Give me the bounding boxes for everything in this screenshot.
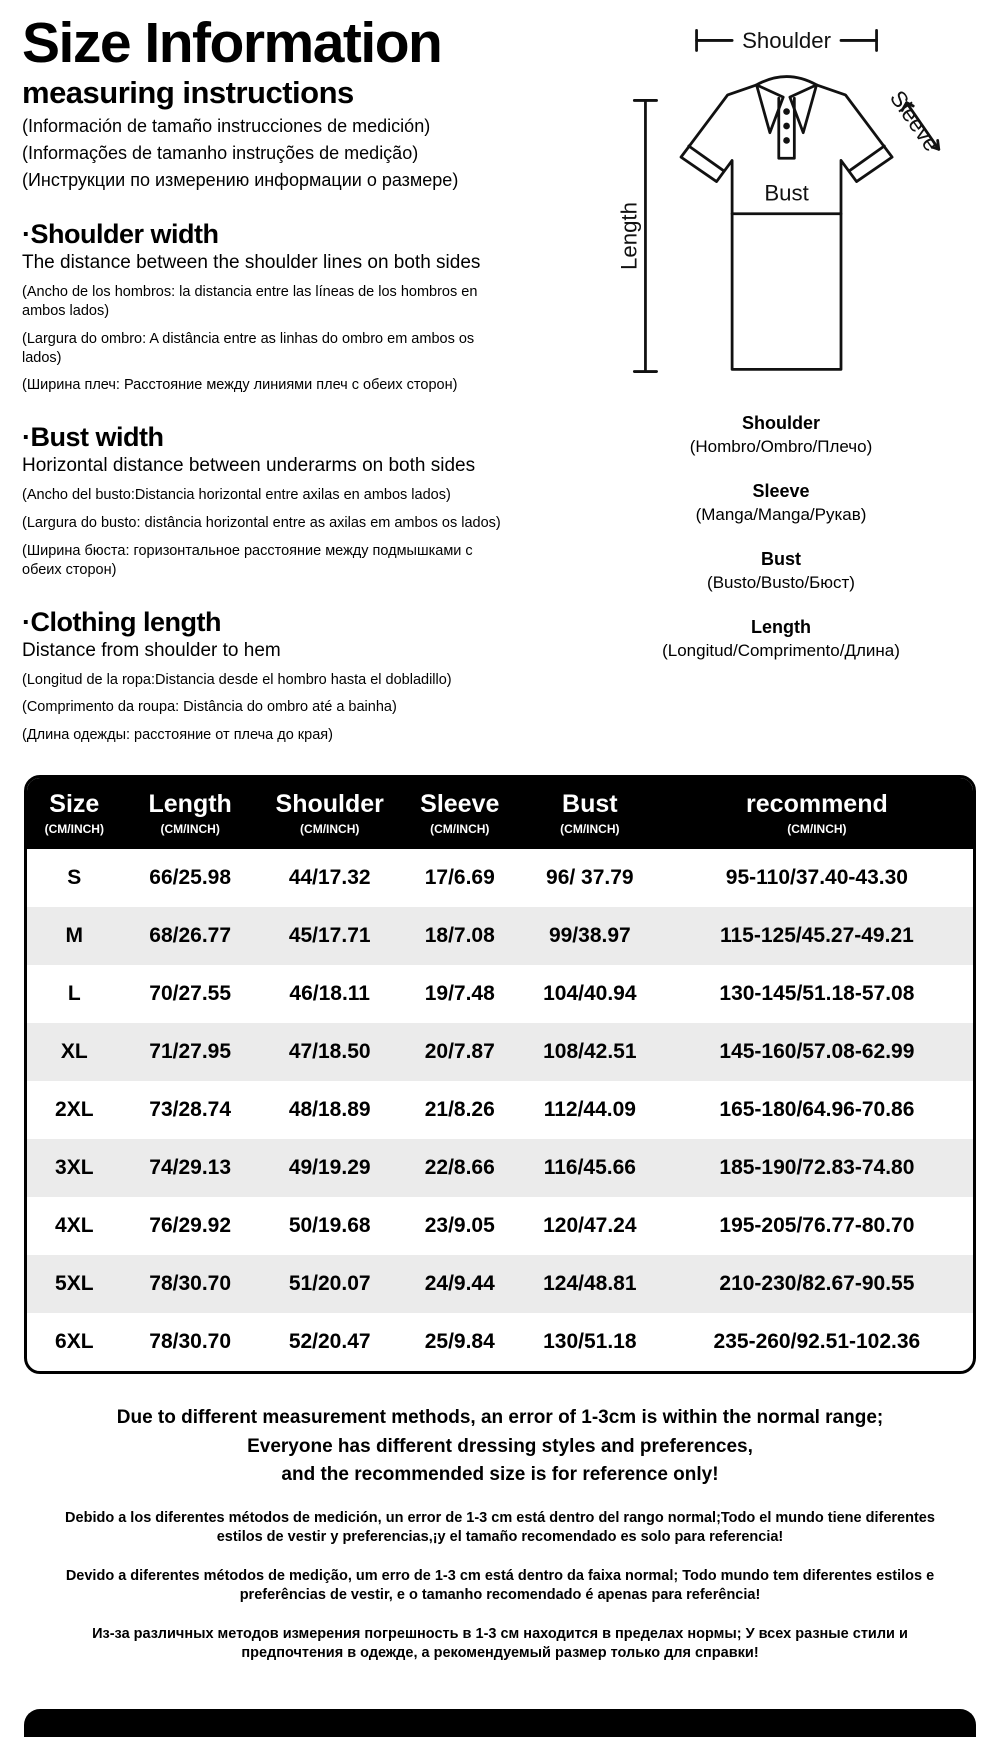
section-title: ·Bust width <box>22 422 164 453</box>
table-row <box>27 907 973 965</box>
section-description: The distance between the shoulder lines on both sides <box>22 251 481 273</box>
measurement-note-spanish: Debido a los diferentes métodos de medición, un error de 1-3 cm está dentro del rango normal;Todo el mundo tiene diferentes estilos de vestir y preferencias,¡y el tamaño recomendado es solo para referencia! <box>65 1509 935 1546</box>
cell-recommend: 195-205/76.77-80.70 <box>719 1214 915 1238</box>
section-title: ·Clothing length <box>22 606 221 637</box>
cell-length: 78/30.70 <box>149 1330 232 1354</box>
cell-length: 78/30.70 <box>149 1272 232 1296</box>
subtitle-translation-ru: (Инструкции по измерению информации о размере) <box>22 170 459 191</box>
col-unit-label: (CM/INCH) <box>44 822 104 837</box>
diagram-label-sleeve: Sleeve <box>884 85 945 156</box>
cell-shoulder: 51/20.07 <box>288 1272 371 1296</box>
legend-term: Shoulder <box>741 413 820 434</box>
section-translation-pt: (Largura do busto: distância horizontal entre as axilas em ambos os lados) <box>22 515 501 532</box>
page-subtitle: measuring instructions <box>22 75 354 111</box>
cell-bust: 96/ 37.79 <box>546 866 634 890</box>
cell-size: M <box>65 924 84 948</box>
cell-length: 71/27.95 <box>149 1040 232 1064</box>
cell-shoulder: 50/19.68 <box>288 1214 371 1238</box>
cell-shoulder: 45/17.71 <box>288 924 371 948</box>
cell-bust: 130/51.18 <box>543 1330 637 1354</box>
col-title: Bust <box>562 790 618 819</box>
table-row <box>27 1023 973 1081</box>
cell-bust: 116/45.66 <box>543 1156 636 1180</box>
col-header-length <box>122 778 259 849</box>
diagram-label-shoulder: Shoulder <box>742 28 832 54</box>
section-translation-es: (Ancho del busto:Distancia horizontal entre axilas en ambos lados) <box>22 487 451 504</box>
cell-sleeve: 21/8.26 <box>424 1098 495 1122</box>
table-row <box>27 1197 973 1255</box>
measurement-note-portuguese: Devido a diferentes métodos de medição, um erro de 1-3 cm está dentro da faixa normal; Todo mundo tem diferentes estilos e preferências de vestir, e o tamanho recomendado é apenas para referência! <box>65 1567 935 1604</box>
polo-collar <box>757 77 817 159</box>
cell-size: 5XL <box>55 1272 94 1296</box>
table-row <box>27 965 973 1023</box>
section-translation-es: (Ancho de los hombros: la distancia entre las líneas de los hombros en ambos lados) <box>22 283 478 319</box>
cell-size: 3XL <box>55 1156 94 1180</box>
instructions-column <box>22 11 570 745</box>
col-unit-label: (CM/INCH) <box>160 822 220 837</box>
cell-sleeve: 19/7.48 <box>424 982 495 1006</box>
cell-bust: 120/47.24 <box>543 1214 637 1238</box>
legend-translations: (Manga/Manga/Рукав) <box>695 505 867 525</box>
cell-size: 4XL <box>55 1214 94 1238</box>
table-row <box>27 849 973 907</box>
cell-bust: 112/44.09 <box>543 1098 636 1122</box>
note-line: Everyone has different dressing styles and preferences, <box>247 1435 753 1457</box>
diagram-label-bust: Bust <box>764 180 809 206</box>
legend-translations: (Busto/Busto/Бюст) <box>707 573 855 593</box>
cell-length: 68/26.77 <box>149 924 232 948</box>
polo-shirt-diagram <box>581 16 981 387</box>
section-translation-pt: (Largura do ombro: A distância entre as linhas do ombro em ambos os lados) <box>22 330 475 366</box>
section-translation-pt: (Comprimento da roupa: Distância do ombro até a bainha) <box>22 699 397 716</box>
cell-sleeve: 22/8.66 <box>424 1156 495 1180</box>
col-unit-label: (CM/INCH) <box>300 822 360 837</box>
cell-sleeve: 23/9.05 <box>424 1214 495 1238</box>
cell-sleeve: 18/7.08 <box>424 924 495 948</box>
cell-shoulder: 44/17.32 <box>288 866 371 890</box>
cell-recommend: 95-110/37.40-43.30 <box>725 866 908 890</box>
measure-legend <box>662 413 900 685</box>
legend-item-bust <box>662 549 900 593</box>
section-shoulder-width <box>22 219 570 395</box>
diagram-label-length: Length <box>616 202 642 270</box>
section-description: Horizontal distance between underarms on both sides <box>22 455 476 477</box>
cell-length: 76/29.92 <box>149 1214 232 1238</box>
cell-length: 70/27.55 <box>149 982 232 1006</box>
cell-sleeve: 17/6.69 <box>424 866 495 890</box>
legend-translations: (Longitud/Comprimento/Длина) <box>662 641 900 661</box>
section-description: Distance from shoulder to hem <box>22 639 281 661</box>
cell-size: 2XL <box>55 1098 94 1122</box>
cell-sleeve: 24/9.44 <box>424 1272 495 1296</box>
cell-bust: 99/38.97 <box>548 924 631 948</box>
note-line: and the recommended size is for reference only! <box>281 1464 719 1486</box>
legend-item-length <box>662 617 900 661</box>
note-line: Due to different measurement methods, an error of 1-3cm is within the normal range; <box>116 1407 884 1429</box>
col-title: Shoulder <box>275 790 384 819</box>
cell-size: 6XL <box>55 1330 94 1354</box>
table-row <box>27 1255 973 1313</box>
placket-buttons <box>783 108 790 144</box>
top-block <box>0 0 1000 745</box>
col-header-size <box>27 778 122 849</box>
cell-bust: 108/42.51 <box>543 1040 637 1064</box>
cell-recommend: 165-180/64.96-70.86 <box>719 1098 915 1122</box>
col-title: recommend <box>746 790 888 819</box>
col-title: Size <box>49 790 100 819</box>
legend-term: Bust <box>761 549 801 570</box>
cell-recommend: 185-190/72.83-74.80 <box>719 1156 915 1180</box>
section-title: ·Shoulder width <box>22 218 219 249</box>
cell-length: 66/25.98 <box>149 866 232 890</box>
measurement-note-english <box>0 1404 1000 1490</box>
diagram-column <box>570 14 992 745</box>
section-clothing-length <box>22 607 570 746</box>
table-row <box>27 1313 973 1371</box>
col-header-sleeve <box>401 778 519 849</box>
size-table-container <box>24 775 976 1374</box>
table-row <box>27 1081 973 1139</box>
col-header-recommend <box>661 778 973 849</box>
cell-recommend: 210-230/82.67-90.55 <box>719 1272 915 1296</box>
cell-shoulder: 49/19.29 <box>288 1156 371 1180</box>
section-translation-ru: (Длина одежды: расстояние от плеча до края) <box>22 727 333 744</box>
col-title: Length <box>148 790 232 819</box>
legend-translations: (Hombro/Ombro/Плечо) <box>689 437 873 457</box>
size-table <box>27 778 973 1371</box>
subtitle-translation-es: (Información de tamaño instrucciones de medición) <box>22 116 431 137</box>
cell-sleeve: 25/9.84 <box>424 1330 495 1354</box>
cell-shoulder: 47/18.50 <box>288 1040 371 1064</box>
col-unit-label: (CM/INCH) <box>560 822 620 837</box>
cell-length: 73/28.74 <box>149 1098 232 1122</box>
col-header-bust <box>519 778 661 849</box>
legend-item-shoulder <box>662 413 900 457</box>
cell-length: 74/29.13 <box>149 1156 232 1180</box>
cell-bust: 104/40.94 <box>543 982 637 1006</box>
cell-size: XL <box>60 1040 88 1064</box>
table-header-row <box>27 778 973 849</box>
col-header-shoulder <box>259 778 401 849</box>
cell-recommend: 130-145/51.18-57.08 <box>719 982 915 1006</box>
cell-sleeve: 20/7.87 <box>424 1040 495 1064</box>
cell-size: L <box>67 982 81 1006</box>
table-row <box>27 1139 973 1197</box>
spacer <box>0 1664 1000 1690</box>
cell-size: S <box>67 866 82 890</box>
legend-item-sleeve <box>662 481 900 525</box>
cell-shoulder: 52/20.47 <box>288 1330 371 1354</box>
col-title: Sleeve <box>420 790 500 819</box>
col-unit-label: (CM/INCH) <box>787 822 847 837</box>
section-bust-width <box>22 422 570 579</box>
measurement-note-russian: Из-за различных методов измерения погрешность в 1-3 см находится в пределах нормы; У всех разные стили и предпочтения в одежде, а рекомендуемый размер только для справки! <box>92 1625 908 1662</box>
cell-recommend: 145-160/57.08-62.99 <box>719 1040 915 1064</box>
page-title: Size Information <box>22 11 442 75</box>
cell-recommend: 115-125/45.27-49.21 <box>719 924 914 948</box>
legend-term: Sleeve <box>752 481 810 502</box>
subtitle-translation-pt: (Informações de tamanho instruções de medição) <box>22 143 419 164</box>
cell-recommend: 235-260/92.51-102.36 <box>713 1330 921 1354</box>
section-translation-es: (Longitud de la ropa:Distancia desde el hombro hasta el dobladillo) <box>22 671 452 688</box>
cell-shoulder: 48/18.89 <box>288 1098 371 1122</box>
legend-term: Length <box>751 617 811 638</box>
col-unit-label: (CM/INCH) <box>430 822 490 837</box>
next-section-partial-bar <box>24 1709 976 1737</box>
cell-shoulder: 46/18.11 <box>289 982 370 1006</box>
section-translation-ru: (Ширина плеч: Расстояние между линиями плеч с обеих сторон) <box>22 377 458 394</box>
section-translation-ru: (Ширина бюста: горизонтальное расстояние между подмышками с обеих сторон) <box>22 542 473 578</box>
cell-bust: 124/48.81 <box>543 1272 637 1296</box>
